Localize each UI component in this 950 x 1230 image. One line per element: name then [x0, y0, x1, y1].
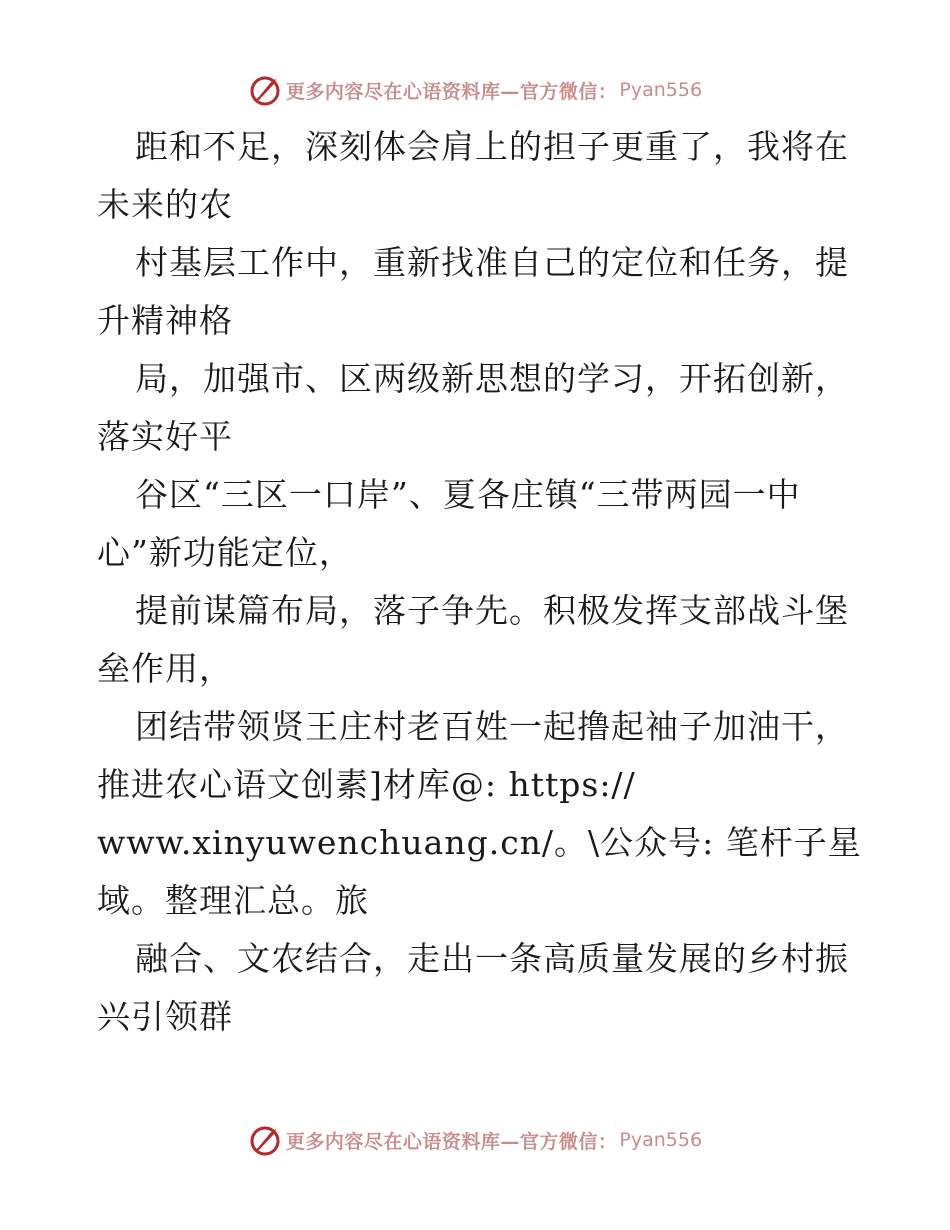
- body-line: 融合、文农结合，走出一条高质量发展的乡村振: [135, 939, 849, 978]
- header-watermark-banner: [0, 70, 950, 110]
- body-line: 提前谋篇布局，落子争先。积极发挥支部战斗堡: [135, 591, 849, 630]
- footer-banner-contact: Pyan556: [619, 1129, 703, 1151]
- body-line: 落实好平: [97, 417, 233, 456]
- body-line: 距和不足，深刻体会肩上的担子更重了，我将在: [135, 127, 849, 166]
- body-line: 心”新功能定位，: [97, 533, 353, 572]
- quill-pen-logo-icon: [248, 1123, 282, 1157]
- body-line: 域。整理汇总。旅: [97, 881, 369, 920]
- body-line: 兴引领群: [97, 997, 233, 1036]
- body-line: 未来的农: [97, 185, 233, 224]
- body-line: 垒作用，: [97, 649, 233, 688]
- footer-banner-text: 更多内容尽在心语资料库—官方微信：: [285, 1130, 618, 1153]
- header-banner-text: 更多内容尽在心语资料库—官方微信：: [285, 80, 618, 103]
- body-line: 升精神格: [97, 301, 233, 340]
- body-line: 团结带领贤王庄村老百姓一起撸起袖子加油干，: [135, 707, 849, 746]
- footer-watermark-banner: [0, 1120, 950, 1160]
- body-line: 谷区“三区一口岸”、夏各庄镇“三带两园一中: [135, 475, 801, 514]
- header-banner-contact: Pyan556: [619, 79, 703, 101]
- body-line: 村基层工作中，重新找准自己的定位和任务，提: [135, 243, 849, 282]
- document-body: [97, 118, 862, 1046]
- body-line-link: 推进农心语文创素]材库@: https://: [97, 765, 636, 804]
- quill-pen-logo-icon: [248, 73, 282, 107]
- body-line: 局，加强市、区两级新思想的学习，开拓创新，: [135, 359, 849, 398]
- body-line-link: www.xinyuwenchuang.cn/。\公众号: 笔杆子星: [97, 823, 862, 862]
